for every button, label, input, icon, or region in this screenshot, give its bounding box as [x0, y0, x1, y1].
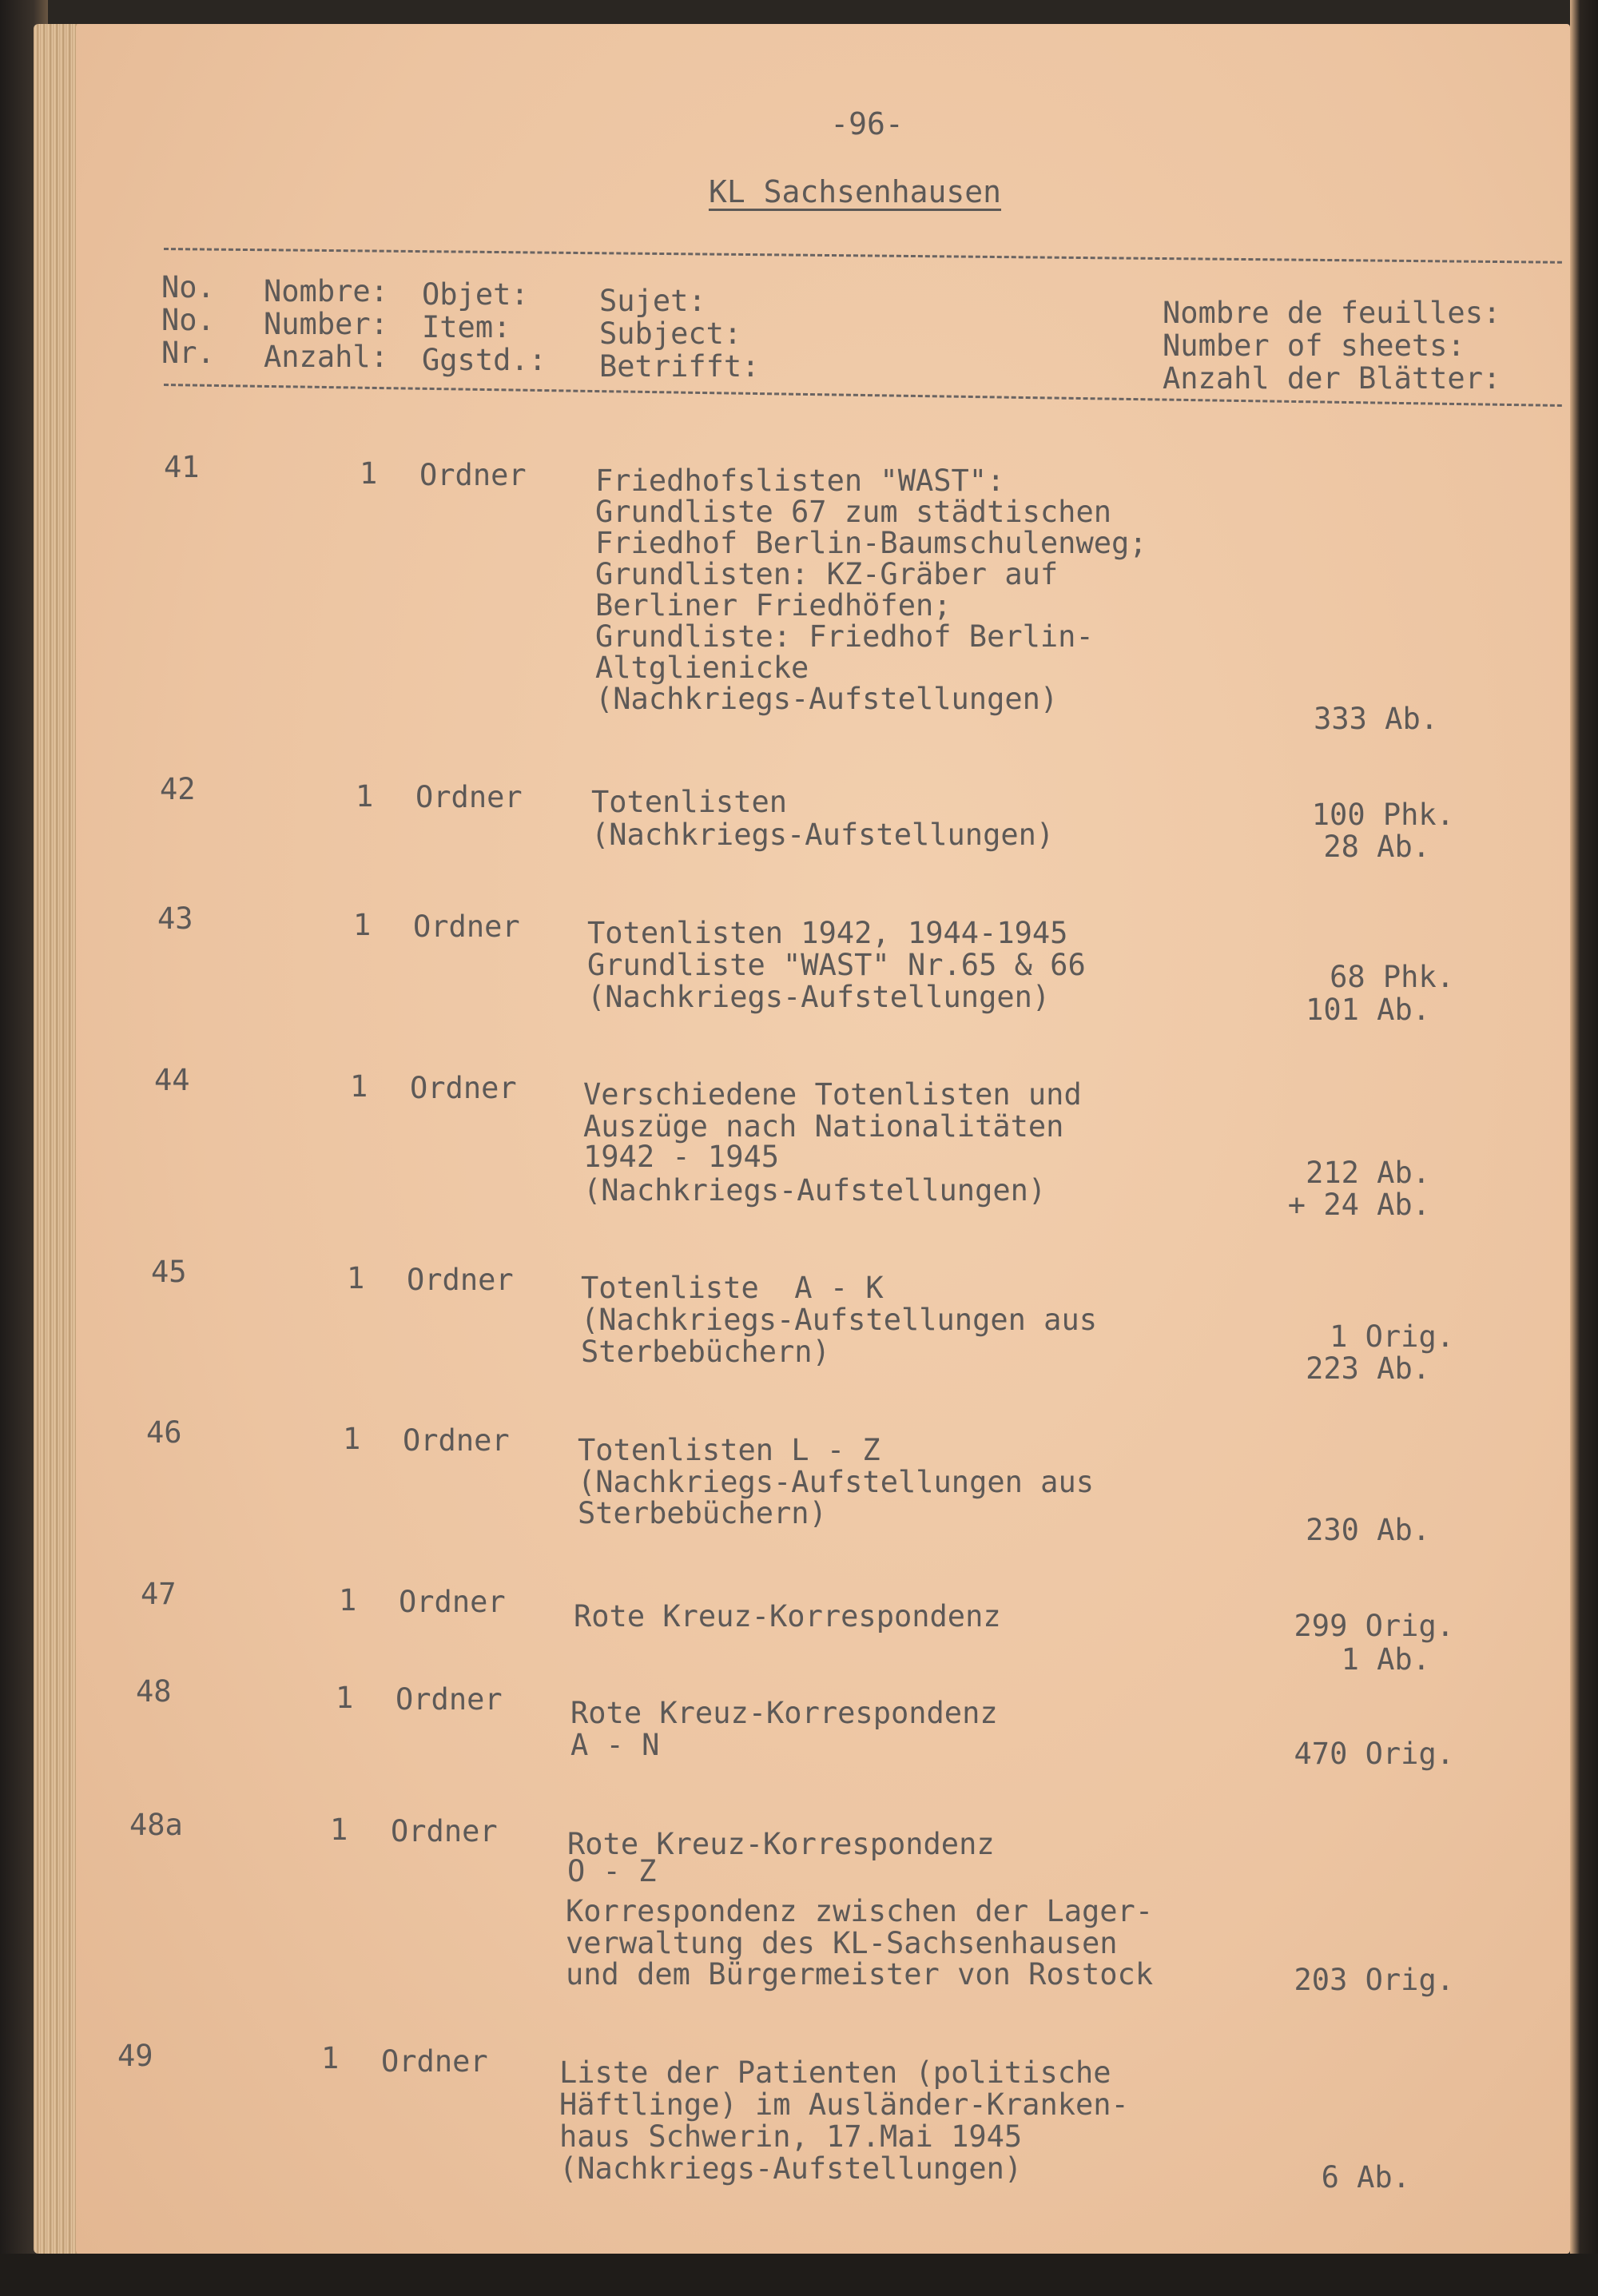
entry-description-line: haus Schwerin, 17.Mai 1945	[559, 2119, 1023, 2154]
header-no-en: No.	[161, 303, 215, 337]
entry-description-line: (Nachkriegs-Aufstellungen)	[591, 818, 1055, 852]
entry-item: Ordner	[410, 1071, 517, 1105]
header-no-de: Nr.	[161, 336, 215, 370]
header-count-fr: Nombre:	[264, 274, 388, 308]
entry-description-line: Häftlinge) im Ausländer-Kranken-	[559, 2087, 1129, 2122]
entry-sheets: 1 Ab.	[1341, 1642, 1430, 1677]
entry-count: 1	[343, 1422, 361, 1456]
entry-number: 47	[141, 1577, 177, 1611]
entry-description-line: (Nachkriegs-Aufstellungen aus	[578, 1465, 1095, 1499]
entry-description-line: Grundlisten: KZ-Gräber auf	[595, 557, 1059, 591]
header-item-fr: Objet:	[422, 277, 529, 312]
header-sheets-en: Number of sheets:	[1163, 328, 1465, 363]
entry-item: Ordner	[391, 1814, 498, 1848]
entry-count: 1	[339, 1583, 357, 1618]
entry-sheets: 6 Ab.	[1321, 2160, 1410, 2195]
entry-number: 45	[151, 1255, 187, 1289]
entry-description-line: und dem Bürgermeister von Rostock	[566, 1957, 1154, 1992]
entry-description-line: Friedhofslisten "WAST":	[595, 464, 1005, 498]
page-number: -96-	[830, 106, 904, 141]
entry-sheets: 212 Ab.	[1306, 1156, 1430, 1190]
entry-count: 1	[350, 1069, 368, 1104]
entry-sheets: 68 Phk.	[1330, 960, 1454, 994]
entry-description-line: Friedhof Berlin-Baumschulenweg;	[595, 526, 1147, 560]
entry-number: 43	[157, 901, 193, 936]
entry-count: 1	[336, 1681, 354, 1715]
entry-description-line: Grundliste "WAST" Nr.65 & 66	[587, 948, 1086, 982]
entry-item: Ordner	[381, 2044, 488, 2079]
entry-count: 1	[353, 908, 372, 942]
entry-description-line: A - N	[570, 1728, 660, 1762]
entry-item: Ordner	[419, 458, 527, 492]
entry-description-line: (Nachkriegs-Aufstellungen)	[587, 980, 1051, 1014]
entry-number: 41	[164, 450, 200, 484]
entry-number: 49	[117, 2039, 153, 2073]
header-subject-fr: Sujet:	[599, 284, 706, 318]
entry-description-line: Grundliste: Friedhof Berlin-	[595, 619, 1094, 654]
entry-sheets: 28 Ab.	[1323, 830, 1430, 864]
entry-description-line: Liste der Patienten (politische	[559, 2055, 1111, 2090]
entry-number: 48	[136, 1674, 172, 1709]
entry-item: Ordner	[403, 1423, 510, 1458]
entry-description-line: (Nachkriegs-Aufstellungen aus	[581, 1303, 1098, 1337]
entry-number: 42	[160, 772, 196, 806]
entry-description-line: Rote Kreuz-Korrespondenz	[570, 1696, 998, 1730]
entry-description-line: verwaltung des KL-Sachsenhausen	[566, 1926, 1118, 1960]
entry-count: 1	[356, 779, 374, 814]
entry-count: 1	[360, 456, 378, 491]
entry-description-line: Korrespondenz zwischen der Lager-	[566, 1894, 1154, 1928]
entry-sheets: + 24 Ab.	[1287, 1188, 1430, 1222]
entry-description-line: Berliner Friedhöfen;	[595, 588, 952, 623]
entry-sheets: 470 Orig.	[1294, 1737, 1454, 1771]
header-subject-en: Subject:	[599, 316, 742, 351]
entry-sheets: 223 Ab.	[1306, 1351, 1430, 1386]
entry-number: 46	[146, 1415, 182, 1450]
entry-description-line: Verschiedene Totenlisten und	[583, 1077, 1082, 1112]
entry-sheets: 100 Phk.	[1311, 798, 1454, 832]
entry-sheets: 203 Orig.	[1294, 1963, 1454, 1997]
entry-number: 44	[154, 1063, 190, 1097]
header-item-de: Ggstd.:	[422, 343, 547, 377]
header-item-en: Item:	[422, 310, 511, 344]
entry-description-line: Sterbebüchern)	[581, 1335, 830, 1369]
entry-item: Ordner	[396, 1682, 503, 1717]
entry-sheets: 1 Orig.	[1330, 1319, 1454, 1354]
entry-description-line: (Nachkriegs-Aufstellungen)	[559, 2151, 1023, 2186]
entry-count: 1	[330, 1813, 348, 1847]
entry-description-line: 1942 - 1945	[583, 1140, 780, 1174]
entry-sheets: 299 Orig.	[1294, 1609, 1454, 1643]
entry-item: Ordner	[415, 780, 523, 814]
header-count-en: Number:	[264, 307, 388, 341]
entry-description-line: Totenlisten 1942, 1944-1945	[587, 916, 1068, 950]
header-no-fr: No.	[161, 270, 215, 304]
entry-sheets: 230 Ab.	[1306, 1513, 1430, 1547]
entry-description-line: Rote Kreuz-Korrespondenz	[574, 1599, 1001, 1633]
entry-description-line: Totenlisten	[591, 785, 788, 819]
entry-sheets: 101 Ab.	[1306, 993, 1430, 1027]
scan-bottom-border	[0, 2254, 1598, 2296]
entry-description-line: Altglienicke	[595, 651, 809, 685]
entry-description-line: Grundliste 67 zum städtischen	[595, 495, 1112, 529]
entry-description-line: Totenlisten L - Z	[578, 1433, 880, 1467]
entry-description-line: Totenliste A - K	[581, 1271, 884, 1305]
entry-description-line: O - Z	[567, 1854, 657, 1888]
entry-item: Ordner	[413, 909, 520, 944]
header-sheets-fr: Nombre de feuilles:	[1163, 296, 1501, 330]
entry-item: Ordner	[407, 1263, 514, 1297]
entry-description-line: (Nachkriegs-Aufstellungen)	[595, 682, 1059, 716]
entry-description-line: Sterbebüchern)	[578, 1496, 827, 1530]
header-subject-de: Betrifft:	[599, 349, 760, 384]
entry-description-line: Rote Kreuz-Korrespondenz	[567, 1827, 995, 1861]
entry-count: 1	[321, 2041, 340, 2075]
header-sheets-de: Anzahl der Blätter:	[1163, 361, 1501, 396]
entry-description-line: Auszüge nach Nationalitäten	[583, 1109, 1064, 1144]
entry-description-line: (Nachkriegs-Aufstellungen)	[583, 1173, 1047, 1208]
entry-count: 1	[347, 1261, 365, 1295]
header-count-de: Anzahl:	[264, 340, 388, 374]
entry-sheets: 333 Ab.	[1314, 702, 1438, 736]
entry-item: Ordner	[399, 1585, 506, 1619]
entry-number: 48a	[129, 1808, 183, 1842]
scan-right-border	[1570, 0, 1598, 2296]
page-title: KL Sachsenhausen	[708, 174, 1002, 209]
